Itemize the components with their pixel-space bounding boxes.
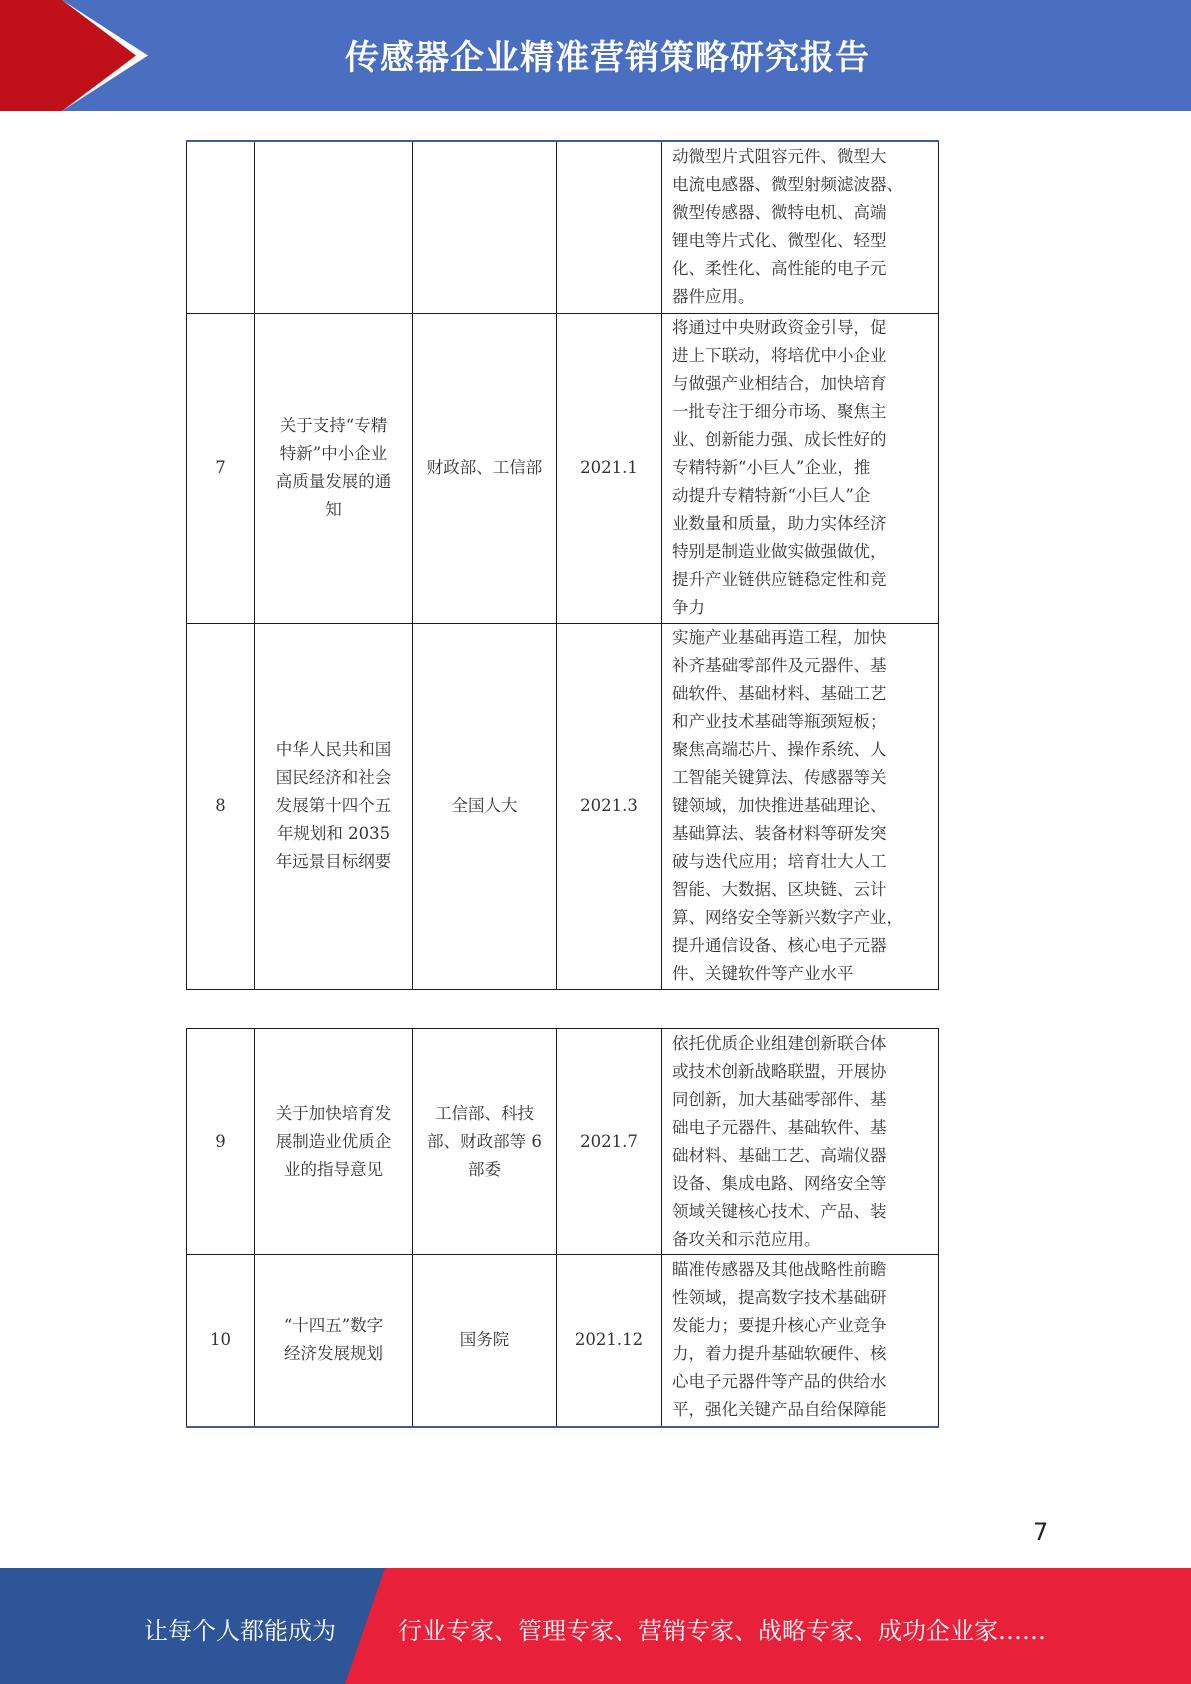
desc-line: 件、关键软件等产业水平: [672, 964, 854, 983]
desc-line: 器件应用。: [672, 287, 755, 307]
cell-no: 9: [187, 1029, 255, 1255]
cell-dept: 财政部、工信部: [413, 313, 557, 623]
table-row: [187, 313, 939, 623]
policy-table-part1: [186, 140, 939, 990]
desc-line: 平，强化关键产品自给保障能: [672, 1400, 887, 1420]
desc-line: 业数量和质量，助力实体经济: [672, 514, 887, 533]
desc-line: 特别是制造业做实做强做优，: [672, 542, 887, 561]
table-row: [187, 623, 939, 989]
footer-slogan-left: 让每个人都能成为: [144, 1617, 336, 1645]
cell-name: [255, 1255, 413, 1427]
cell-date: 2021.3: [557, 623, 662, 989]
desc-line: 依托优质企业组建创新联合体: [672, 1033, 887, 1053]
cell-desc: [662, 623, 939, 989]
desc-line: 心电子元器件等产品的供给水: [672, 1372, 887, 1392]
desc-line: 提升通信设备、核心电子元器: [672, 936, 887, 955]
desc-line: 动微型片式阻容元件、微型大: [672, 147, 887, 167]
table-row: [187, 1029, 939, 1255]
desc-line: 础电子元器件、基础软件、基: [672, 1117, 887, 1137]
cell-date: [557, 141, 662, 313]
desc-line: 基础算法、装备材料等研发突: [672, 824, 887, 843]
desc-line: 破与迭代应用；培育壮大人工: [672, 852, 887, 871]
desc-line: 工智能关键算法、传感器等关: [672, 768, 887, 787]
desc-line: 算、网络安全等新兴数字产业，: [672, 908, 903, 927]
desc-line: 实施产业基础再造工程，加快: [672, 628, 887, 647]
desc-line: 智能、大数据、区块链、云计: [672, 880, 887, 899]
cell-desc: [662, 313, 939, 623]
cell-no: 7: [187, 313, 255, 623]
cell-dept: 全国人大: [413, 623, 557, 989]
desc-line: 发能力；要提升核心产业竞争: [672, 1316, 887, 1336]
desc-line: 微型传感器、微特电机、高端: [672, 203, 887, 223]
cell-name: [255, 623, 413, 989]
desc-line: 础软件、基础材料、基础工艺: [672, 684, 887, 703]
desc-line: 领域关键核心技术、产品、装: [672, 1201, 887, 1221]
cell-date: 2021.7: [557, 1029, 662, 1255]
desc-line: 聚焦高端芯片、操作系统、人: [672, 740, 887, 759]
cell-name: [255, 313, 413, 623]
desc-line: 力，着力提升基础软硬件、核: [672, 1344, 887, 1364]
cell-dept: [413, 141, 557, 313]
name-line: 国民经济和社会: [275, 768, 392, 787]
name-line: 年远景目标纲要: [275, 852, 392, 871]
cell-no: [187, 141, 255, 313]
desc-line: 锂电等片式化、微型化、轻型: [672, 231, 887, 251]
name-line: 高质量发展的通: [275, 472, 392, 491]
desc-line: 提升产业链供应链稳定性和竞: [672, 570, 887, 589]
header-banner: [0, 0, 1191, 111]
cell-no: 10: [187, 1255, 255, 1427]
desc-line: 业、创新能力强、成长性好的: [672, 430, 887, 449]
cell-dept: [413, 1029, 557, 1255]
name-line: 经济发展规划: [284, 1344, 383, 1364]
policy-table-part2: [186, 1028, 939, 1428]
name-line: 知: [325, 500, 342, 519]
table-row: [187, 1255, 939, 1427]
name-line: 特新”中小企业: [279, 444, 388, 463]
desc-line: 础材料、基础工艺、高端仪器: [672, 1145, 887, 1165]
cell-date: 2021.12: [557, 1255, 662, 1427]
desc-line: 同创新，加大基础零部件、基: [672, 1089, 887, 1109]
desc-line: 与做强产业相结合，加快培育: [672, 374, 887, 393]
footer-banner: [0, 1568, 1191, 1684]
desc-line: 备攻关和示范应用。: [672, 1229, 821, 1249]
page-number: 7: [1033, 1518, 1049, 1546]
desc-line: 专精特新“小巨人”企业，推: [672, 458, 871, 477]
cell-name: [255, 1029, 413, 1255]
name-line: 关于支持“专精: [279, 416, 388, 435]
name-line: 展制造业优质企: [275, 1131, 392, 1151]
desc-line: 争力: [672, 598, 705, 617]
desc-line: 瞄准传感器及其他战略性前瞻: [672, 1260, 887, 1280]
report-title: 传感器企业精准营销策略研究报告: [345, 38, 870, 78]
name-line: 关于加快培育发: [275, 1103, 392, 1123]
footer-slogan-right: 行业专家、管理专家、营销专家、战略专家、成功企业家……: [398, 1617, 1046, 1645]
desc-line: 动提升专精特新“小巨人”企: [672, 486, 871, 505]
name-line: 发展第十四个五: [275, 796, 392, 815]
desc-line: 化、柔性化、高性能的电子元: [672, 259, 887, 279]
desc-line: 补齐基础零部件及元器件、基: [672, 656, 887, 675]
name-line: 业的指导意见: [284, 1159, 383, 1179]
cell-desc: [662, 1255, 939, 1427]
desc-line: 设备、集成电路、网络安全等: [672, 1173, 887, 1193]
dept-line: 部、财政部等 6: [427, 1131, 542, 1151]
desc-line: 性领域，提高数字技术基础研: [672, 1288, 887, 1308]
name-line: “十四五”数字: [283, 1316, 384, 1336]
cell-no: 8: [187, 623, 255, 989]
dept-line: 工信部、科技: [435, 1103, 534, 1123]
dept-line: 部委: [468, 1159, 501, 1179]
desc-line: 将通过中央财政资金引导，促: [672, 318, 887, 337]
cell-date: 2021.1: [557, 313, 662, 623]
desc-line: 和产业技术基础等瓶颈短板；: [672, 712, 887, 731]
desc-line: 键领域，加快推进基础理论、: [672, 796, 887, 815]
name-line: 年规划和 2035: [276, 824, 391, 843]
cell-dept: 国务院: [413, 1255, 557, 1427]
cell-desc: [662, 1029, 939, 1255]
desc-line: 电流电感器、微型射频滤波器、: [672, 175, 903, 195]
desc-line: 进上下联动，将培优中小企业: [672, 346, 887, 365]
name-line: 中华人民共和国: [275, 740, 392, 759]
cell-name: [255, 141, 413, 313]
desc-line: 一批专注于细分市场、聚焦主: [672, 402, 887, 421]
table-row: [187, 141, 939, 313]
cell-desc: [662, 141, 939, 313]
desc-line: 或技术创新战略联盟，开展协: [672, 1061, 887, 1081]
